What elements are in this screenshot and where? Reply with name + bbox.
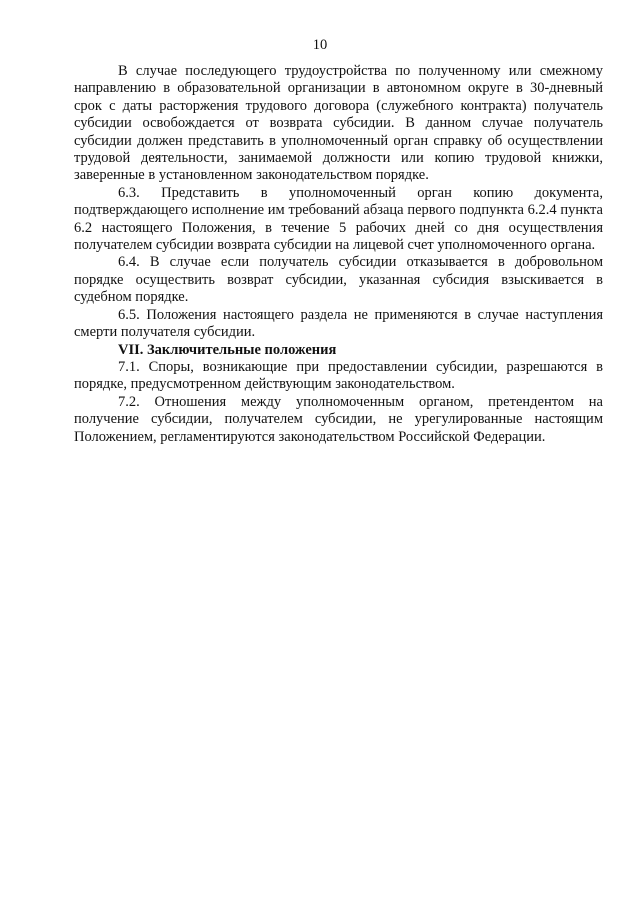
- paragraph-6-4: 6.4. В случае если получатель субсидии отказывается в добровольном порядке осуществить возврат субсидии, указанная субсидия взыскивается в судебном порядке.: [74, 254, 603, 306]
- paragraph-7-2: 7.2. Отношения между уполномоченным органом, претендентом на получение субсидии, получателем субсидии, не урегулированные настоящим Положением, регламентируются законодательством Российской Федерации.: [74, 393, 603, 445]
- paragraph-reemployment: В случае последующего трудоустройства по полученному или смежному направлению в образовательной организации в автономном округе в 30-дневный срок с даты расторжения трудового договора (служебного контракта) получатель субсидии освобождается от возврата субсидии. В данном случае получатель субсидии должен представить в уполномоченный орган справку об осуществлении трудовой деятельности, занимаемой должности или копию трудовой книжки, заверенные в установленном законодательством порядке.: [74, 63, 603, 184]
- paragraph-6-3: 6.3. Представить в уполномоченный орган копию документа, подтверждающего исполнение им требований абзаца первого подпункта 6.2.4 пункта 6.2 настоящего Положения, в течение 5 рабочих дней со дня осуществления получателем субсидии возврата субсидии на лицевой счет уполномоченного органа.: [74, 184, 603, 254]
- section-heading: VII. Заключительные положения: [118, 341, 337, 358]
- paragraph-6-5: 6.5. Положения настоящего раздела не применяются в случае наступления смерти получателя субсидии.: [74, 306, 603, 341]
- paragraph-7-1: 7.1. Споры, возникающие при предоставлении субсидии, разрешаются в порядке, предусмотренном действующим законодательством.: [74, 358, 603, 393]
- page-number: 10: [312, 37, 328, 53]
- document-body: [74, 63, 603, 446]
